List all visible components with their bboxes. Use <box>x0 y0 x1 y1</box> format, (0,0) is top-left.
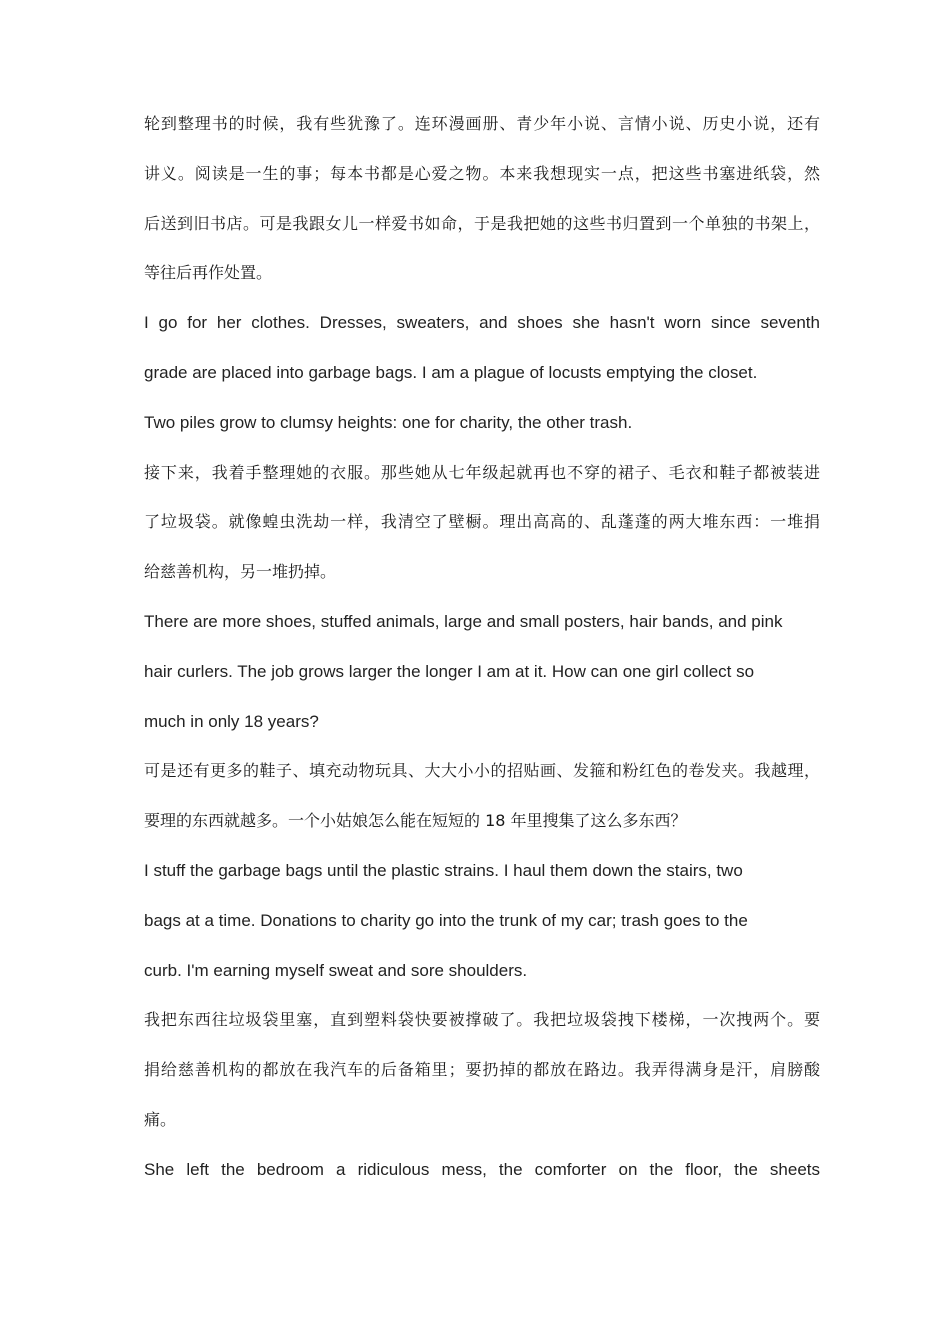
text-line: grade are placed into garbage bags. I am a plague of locusts emptying the closet. <box>144 362 758 382</box>
document-body <box>144 106 820 1202</box>
paragraph-en-clothes <box>144 305 820 454</box>
paragraph-en-more-items <box>144 604 820 753</box>
text-line: bags at a time. Donations to charity go into the trunk of my car; trash goes to the <box>144 910 748 930</box>
text-line: She left the bedroom a ridiculous mess, the comforter on the floor, the sheets <box>144 1159 820 1179</box>
text-line: 讲义。阅读是一生的事；每本书都是心爱之物。本来我想现实一点，把这些书塞进纸袋，然 <box>144 163 820 183</box>
text-line: 等往后再作处置。 <box>144 263 273 283</box>
text-line: 可是还有更多的鞋子、填充动物玩具、大大小小的招贴画、发箍和粉红色的卷发夹。我越理， <box>144 761 820 781</box>
paragraph-zh-garbage-bags <box>144 1002 820 1151</box>
text-line: I stuff the garbage bags until the plastic strains. I haul them down the stairs, two <box>144 860 743 880</box>
text-line: 我把东西往垃圾袋里塞，直到塑料袋快要被撑破了。我把垃圾袋拽下楼梯，一次拽两个。要 <box>144 1010 820 1030</box>
text-line: I go for her clothes. Dresses, sweaters, and shoes she hasn't worn since seventh <box>144 313 820 333</box>
paragraph-zh-more-items <box>144 753 820 853</box>
text-line: much in only 18 years? <box>144 711 319 731</box>
text-line: hair curlers. The job grows larger the longer I am at it. How can one girl collect so <box>144 661 755 681</box>
text-line: Two piles grow to clumsy heights: one for charity, the other trash. <box>144 412 633 432</box>
text-line: 给慈善机构，另一堆扔掉。 <box>144 562 337 582</box>
text-line: There are more shoes, stuffed animals, large and small posters, hair bands, and pink <box>144 611 783 631</box>
text-line: 捐给慈善机构的都放在我汽车的后备箱里；要扔掉的都放在路边。我弄得满身是汗，肩膀酸 <box>144 1060 820 1080</box>
paragraph-zh-clothes <box>144 455 820 604</box>
text-line: 要理的东西就越多。一个小姑娘怎么能在短短的 18 年里搜集了这么多东西？ <box>144 811 687 831</box>
text-line: 后送到旧书店。可是我跟女儿一样爱书如命，于是我把她的这些书归置到一个单独的书架上， <box>144 213 820 233</box>
text-line: 接下来，我着手整理她的衣服。那些她从七年级起就再也不穿的裙子、毛衣和鞋子都被装进 <box>144 462 820 482</box>
paragraph-zh-books <box>144 106 820 305</box>
text-line: 痛。 <box>144 1109 177 1129</box>
paragraph-en-garbage-bags <box>144 853 820 1002</box>
text-line: curb. I'm earning myself sweat and sore shoulders. <box>144 960 528 980</box>
text-line: 轮到整理书的时候，我有些犹豫了。连环漫画册、青少年小说、言情小说、历史小说，还有 <box>144 114 820 133</box>
paragraph-en-bedroom <box>144 1152 820 1202</box>
text-line: 了垃圾袋。就像蝗虫洗劫一样，我清空了壁橱。理出高高的、乱蓬蓬的两大堆东西：一堆捐 <box>144 512 820 532</box>
